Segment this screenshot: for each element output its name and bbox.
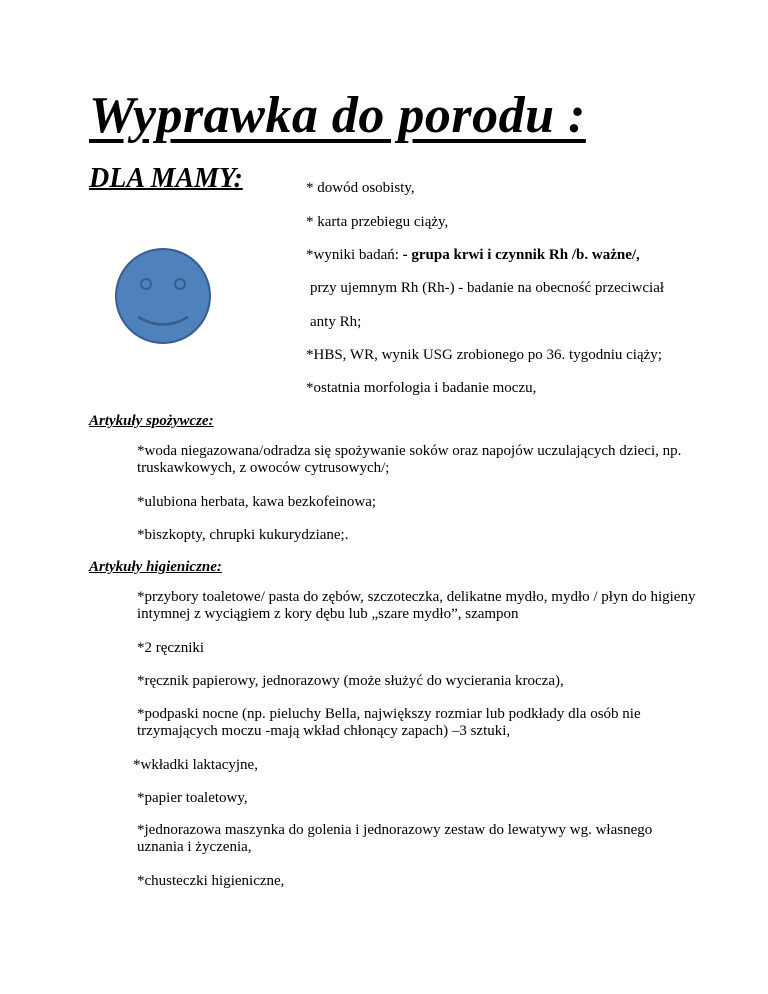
list-item: *ostatnia morfologia i badanie moczu, [306, 380, 537, 396]
smiley-left-eye [141, 279, 151, 289]
list-item: przy ujemnym Rh (Rh-) - badanie na obecność przeciwciał [310, 280, 665, 296]
smiley-face-icon [113, 246, 213, 346]
list-item: anty Rh; [310, 314, 362, 330]
list-item: * dowód osobisty, [306, 180, 415, 196]
list-item: *podpaski nocne (np. pieluchy Bella, największy rozmiar lub podkłady dla osób nie trzymających moczu -mają wkład chłonący zapach) –3 sztuki, [137, 706, 641, 739]
list-item: *jednorazowa maszynka do golenia i jednorazowy zestaw do lewatywy wg. własnego uznania i życzenia, [137, 822, 653, 855]
list-item: *2 ręczniki [137, 640, 205, 656]
section-heading-hygiene: Artykuły higieniczne: [89, 559, 222, 575]
bold-note: - grupa krwi i czynnik Rh /b. ważne/, [402, 247, 640, 263]
section-heading-food: Artykuły spożywcze: [89, 413, 214, 429]
list-item: *ulubiona herbata, kawa bezkofeinowa; [137, 494, 377, 510]
section-heading-mama: DLA MAMY: [89, 163, 243, 194]
list-item: *ręcznik papierowy, jednorazowy (może służyć do wycierania krocza), [137, 673, 564, 689]
list-item: *biszkopty, chrupki kukurydziane;. [137, 527, 349, 543]
list-item [306, 247, 640, 264]
list-item: *wkładki laktacyjne, [133, 757, 258, 773]
page-title: Wyprawka do porodu : [89, 87, 586, 144]
smiley-face [116, 249, 210, 343]
list-item: *woda niegazowana/odradza się spożywanie soków oraz napojów uczulających dzieci, np. truskawkowych, z owoców cytrusowych/; [137, 443, 682, 476]
list-item: *chusteczki higieniczne, [137, 873, 285, 889]
list-item: *papier toaletowy, [137, 790, 248, 806]
list-item: * karta przebiegu ciąży, [306, 214, 449, 230]
list-item-text: *wyniki badań: [306, 247, 403, 263]
smiley-right-eye [175, 279, 185, 289]
list-item: *przybory toaletowe/ pasta do zębów, szczoteczka, delikatne mydło, mydło / płyn do higieny intymnej z wyciągiem z kory dębu lub „szare mydło”, szampon [137, 589, 696, 622]
list-item: *HBS, WR, wynik USG zrobionego po 36. tygodniu ciąży; [306, 347, 662, 363]
